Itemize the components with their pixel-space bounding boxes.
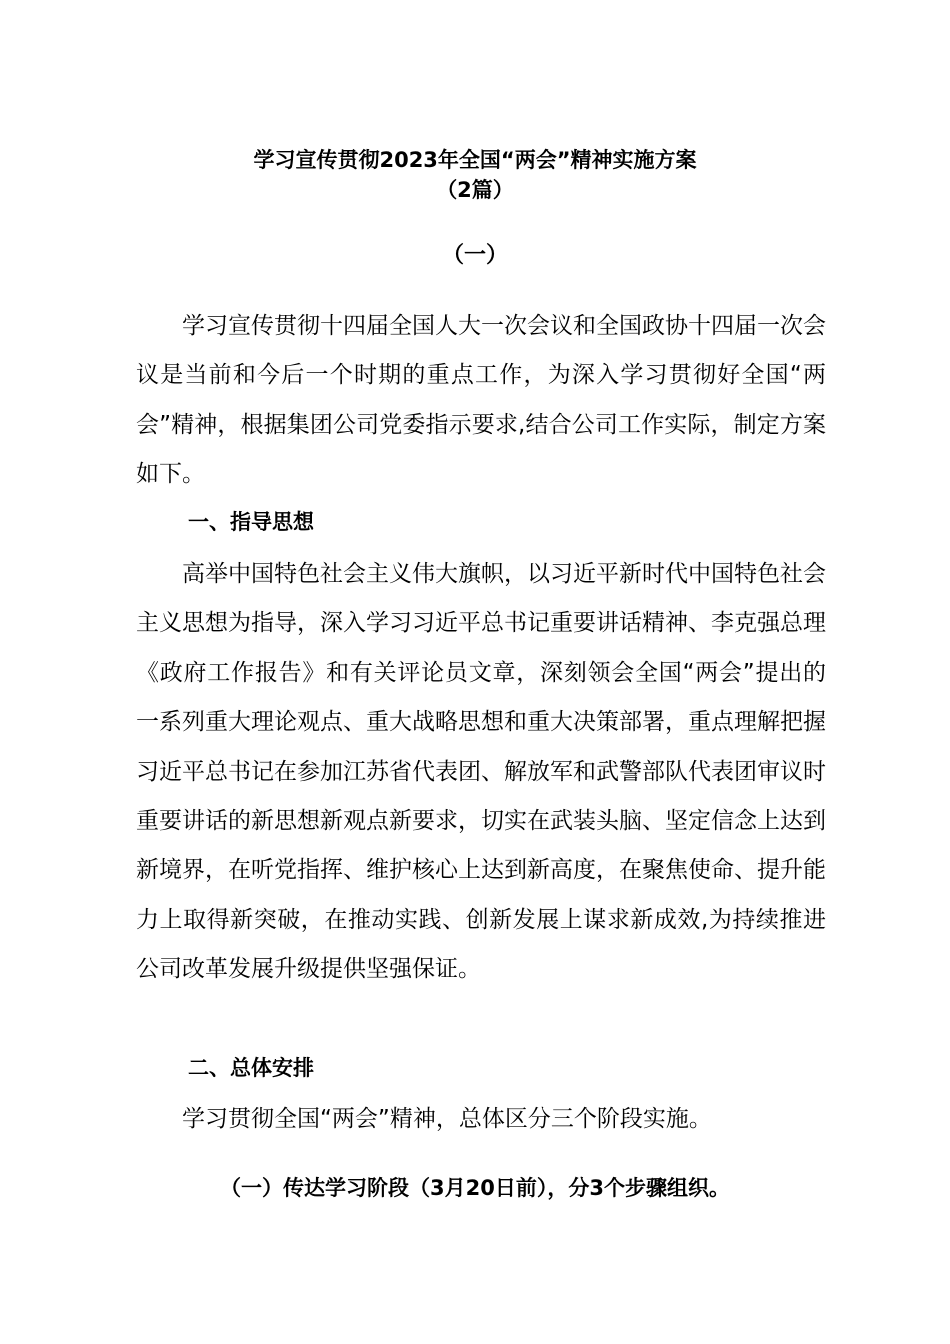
section-heading-overall-arrangement: 二、总体安排 xyxy=(188,1056,314,1080)
guiding-thought-paragraph: 高举中国特色社会主义伟大旗帜，以习近平新时代中国特色社会主义思想为指导，深入学习习近平总书记重要讲话精神、李克强总理《政府工作报告》和有关评论员文章，深刻领会全国“两会”提出的一系列重大理论观点、重大战略思想和重大决策部署，重点理解把握习近平总书记在参加江苏省代表团、解放军和武警部队代表团审议时重要讲话的新思想新观点新要求，切实在武装头脑、坚定信念上达到新境界，在听党指挥、维护核心上达到新高度，在聚焦使命、提升能力上取得新突破，在推动实践、创新发展上谋求新成效,为持续推进公司改革发展升级提供坚强保证。 xyxy=(136,561,826,983)
stage-one-heading: （一）传达学习阶段（3月20日前），分3个步骤组织。 xyxy=(220,1176,730,1200)
section-heading-guiding-thought: 一、指导思想 xyxy=(188,510,314,534)
document-subtitle: （2篇） xyxy=(436,178,514,202)
intro-paragraph: 学习宣传贯彻十四届全国人大一次会议和全国政协十四届一次会议是当前和今后一个时期的重点工作，为深入学习贯彻好全国“两会”精神，根据集团公司党委指示要求,结合公司工作实际，制定方案如下。 xyxy=(136,313,826,488)
document-title: 学习宣传贯彻2023年全国“两会”精神实施方案 xyxy=(253,148,697,172)
part-marker: （一） xyxy=(441,243,508,268)
overall-arrangement-paragraph: 学习贯彻全国“两会”精神，总体区分三个阶段实施。 xyxy=(182,1106,712,1132)
